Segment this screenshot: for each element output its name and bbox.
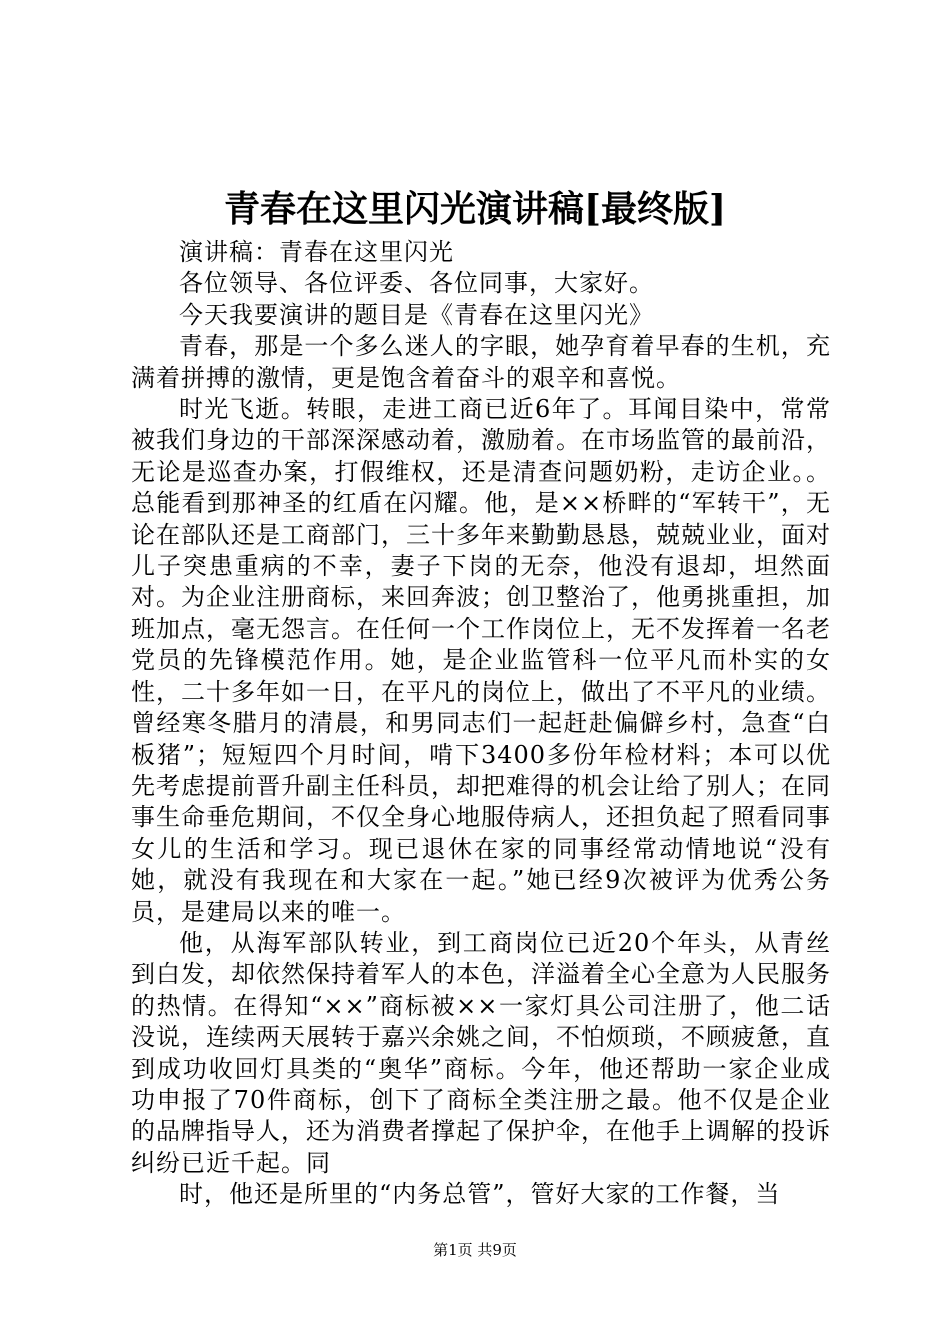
paragraph-4: 青春，那是一个多么迷人的字眼，她孕育着早春的生机，充满着拼搏的激情，更是饱含着奋斗的艰辛和喜悦。	[131, 332, 831, 392]
paragraph-3: 今天我要演讲的题目是《青春在这里闪光》	[179, 300, 654, 329]
document-title: 青春在这里闪光演讲稿[最终版]	[223, 188, 727, 230]
document-body	[131, 237, 831, 1211]
page-number-footer: 第1页 共9页	[433, 1241, 517, 1259]
paragraph-2: 各位领导、各位评委、各位同事，大家好。	[179, 269, 654, 298]
paragraph-7: 时，他还是所里的“内务总管”，管好大家的工作餐，当	[179, 1180, 781, 1209]
paragraph-5: 时光飞逝。转眼，走进工商已近6年了。耳闻目染中，常常被我们身边的干部深深感动着，激励着。在市场监管的最前沿，无论是巡查办案，打假维权，还是清查问题奶粉，走访企业。。总能看到那神圣的红盾在闪耀。他，是××桥畔的“军转干”，无论在部队还是工商部门，三十多年来勤勤恳恳，兢兢业业，面对儿子突患重病的不幸，妻子下岗的无奈，他没有退却，坦然面对。为企业注册商标，来回奔波；创卫整治了，他勇挑重担，加班加点，毫无怨言。在任何一个工作岗位上，无不发挥着一名老党员的先锋模范作用。她，是企业监管科一位平凡而朴实的女性，二十多年如一日，在平凡的岗位上，做出了不平凡的业绩。曾经寒冬腊月的清晨，和男同志们一起赶赴偏僻乡村，急查“白板猪”；短短四个月时间，啃下3400多份年检材料；本可以优先考虑提前晋升副主任科员，却把难得的机会让给了别人；在同事生命垂危期间，不仅全身心地服侍病人，还担负起了照看同事女儿的生活和学习。现已退休在家的同事经常动情地说“没有她，就没有我现在和大家在一起。”她已经9次被评为优秀公务员，是建局以来的唯一。	[131, 395, 831, 926]
paragraph-1: 演讲稿：青春在这里闪光	[179, 238, 454, 266]
paragraph-6: 他，从海军部队转业，到工商岗位已近20个年头，从青丝到白发，却依然保持着军人的本色，洋溢着全心全意为人民服务的热情。在得知“××”商标被××一家灯具公司注册了，他二话没说，连续两天展转于嘉兴余姚之间，不怕烦琐，不顾疲惫，直到成功收回灯具类的“奥华”商标。今年，他还帮助一家企业成功申报了70件商标，创下了商标全类注册之最。他不仅是企业的品牌指导人，还为消费者撑起了保护伞，在他手上调解的投诉纠纷已近千起。同	[131, 928, 831, 1177]
